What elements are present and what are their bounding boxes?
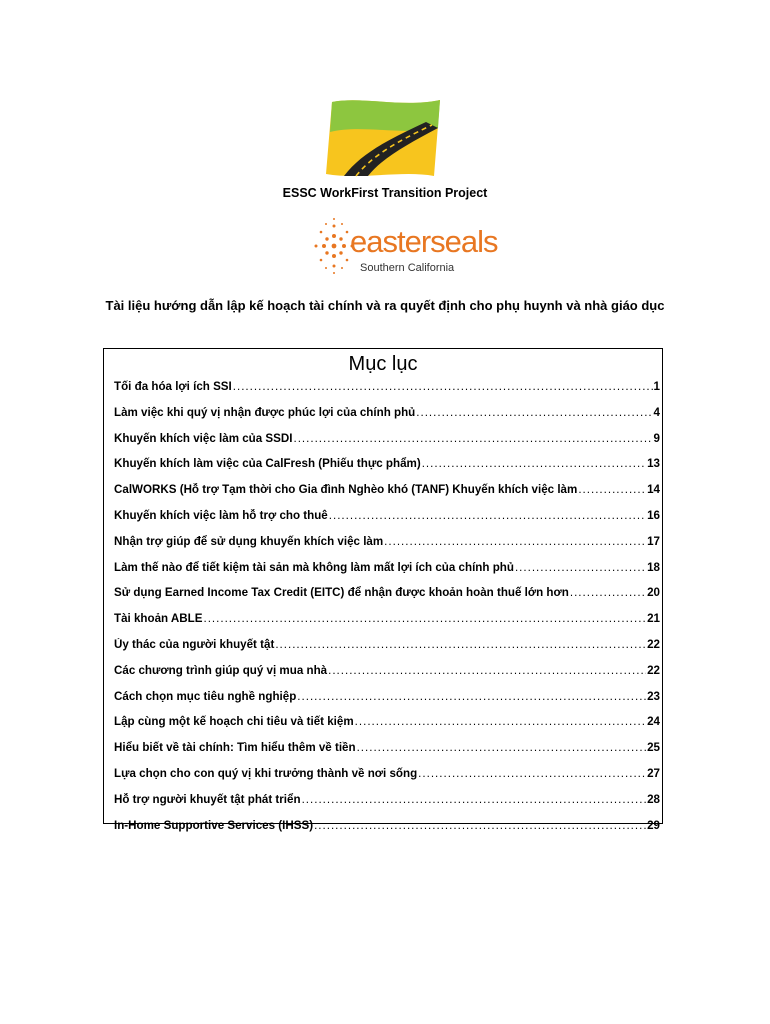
toc-heading: Mục lục xyxy=(348,353,418,375)
toc-leader-dots xyxy=(329,509,646,522)
toc-entry-label: Làm việc khi quý vị nhận được phúc lợi của chính phủ xyxy=(114,405,416,419)
toc-entry-label: Hiểu biết về tài chính: Tìm hiểu thêm về tiền xyxy=(114,741,356,755)
toc-entry-label: Hỗ trợ người khuyết tật phát triển xyxy=(114,792,301,806)
toc-leader-dots xyxy=(416,406,652,419)
toc-entry-page: 21 xyxy=(647,612,660,626)
toc-entry-page: 27 xyxy=(647,766,660,780)
toc-entry-page: 18 xyxy=(647,560,660,574)
toc-leader-dots xyxy=(328,664,646,677)
toc-entry[interactable] xyxy=(114,741,660,767)
toc-entry[interactable] xyxy=(114,638,660,664)
toc-entry-page: 9 xyxy=(653,431,660,445)
easterseals-subtext: Southern California xyxy=(360,262,455,274)
toc-entry[interactable] xyxy=(114,432,660,458)
toc-entry-label: Nhận trợ giúp để sử dụng khuyến khích việc làm xyxy=(114,534,384,548)
toc-entry-label: Lựa chọn cho con quý vị khi trưởng thành về nơi sống xyxy=(114,766,418,780)
toc-entry-label: CalWORKS (Hỗ trợ Tạm thời cho Gia đình Nghèo khó (TANF) Khuyến khích việc làm xyxy=(114,483,578,497)
toc-entry-label: Tài khoản ABLE xyxy=(114,612,203,626)
toc-entry[interactable] xyxy=(114,509,660,535)
toc-entry-page: 1 xyxy=(653,380,660,393)
toc-leader-dots xyxy=(275,638,646,651)
toc-entry-page: 17 xyxy=(647,534,660,548)
toc-entry-page: 25 xyxy=(647,741,660,755)
toc-entry[interactable] xyxy=(114,793,660,819)
toc-entry[interactable] xyxy=(114,664,660,690)
toc-entry-label: Ủy thác của người khuyết tật xyxy=(114,637,275,651)
toc-entry[interactable] xyxy=(114,457,660,483)
toc-entry[interactable] xyxy=(114,380,660,406)
toc-entry-label: Các chương trình giúp quý vị mua nhà xyxy=(114,663,328,677)
toc-entry-label: Sử dụng Earned Income Tax Credit (EITC) để nhận được khoản hoàn thuế lớn hơn xyxy=(114,586,569,600)
toc-entry-page: 24 xyxy=(647,715,660,729)
toc-leader-dots xyxy=(314,819,646,832)
toc-entry-label: Khuyến khích việc làm hỗ trợ cho thuê xyxy=(114,508,328,522)
easterseals-wordmark: easterseals xyxy=(350,224,498,259)
toc-entry-label: Khuyến khích làm việc của CalFresh (Phiếu thực phẩm) xyxy=(114,457,421,471)
toc-leader-dots xyxy=(297,690,646,703)
toc-leader-dots xyxy=(570,586,646,599)
toc-entry-label: Khuyến khích việc làm của SSDI xyxy=(114,431,293,445)
toc-leader-dots xyxy=(293,432,652,445)
toc-entry[interactable] xyxy=(114,535,660,561)
toc-leader-dots xyxy=(384,535,646,548)
toc-leader-dots xyxy=(515,561,646,574)
toc-entry-page: 13 xyxy=(647,457,660,471)
toc-leader-dots xyxy=(578,483,646,496)
toc-entry-page: 29 xyxy=(647,818,660,832)
table-of-contents xyxy=(103,348,663,832)
toc-entry-page: 22 xyxy=(647,637,660,651)
toc-entry[interactable] xyxy=(114,767,660,793)
toc-entry-page: 28 xyxy=(647,792,660,806)
toc-entry-label: Cách chọn mục tiêu nghề nghiệp xyxy=(114,689,297,703)
toc-entry-page: 23 xyxy=(647,689,660,703)
toc-entry-page: 14 xyxy=(647,483,660,497)
toc-entry[interactable] xyxy=(114,612,660,638)
toc-leader-dots xyxy=(302,793,647,806)
toc-leader-dots xyxy=(355,715,646,728)
toc-entry-page: 20 xyxy=(647,586,660,600)
toc-entry-label: Tối đa hóa lợi ích SSI xyxy=(114,380,232,393)
toc-list xyxy=(114,380,660,844)
toc-entry[interactable] xyxy=(114,715,660,741)
toc-leader-dots xyxy=(233,380,653,393)
toc-leader-dots xyxy=(357,741,647,754)
toc-entry[interactable] xyxy=(114,561,660,587)
toc-entry[interactable] xyxy=(114,586,660,612)
project-title: ESSC WorkFirst Transition Project xyxy=(282,186,488,200)
toc-entry[interactable] xyxy=(114,819,660,845)
toc-leader-dots xyxy=(422,457,646,470)
easterseals-logo xyxy=(312,212,498,286)
toc-entry-label: Làm thế nào để tiết kiệm tài sản mà không làm mất lợi ích của chính phủ xyxy=(114,560,514,574)
toc-entry[interactable] xyxy=(114,690,660,716)
toc-entry-page: 16 xyxy=(647,508,660,522)
toc-leader-dots xyxy=(418,767,646,780)
toc-entry-page: 4 xyxy=(653,405,660,419)
toc-entry-label: Lập cùng một kế hoạch chi tiêu và tiết kiệm xyxy=(114,715,354,729)
toc-leader-dots xyxy=(203,612,646,625)
document-title: Tài liệu hướng dẫn lập kế hoạch tài chính và ra quyết định cho phụ huynh và nhà giáo dục xyxy=(105,298,665,313)
toc-entry[interactable] xyxy=(114,406,660,432)
toc-entry-page: 22 xyxy=(647,663,660,677)
road-logo-icon xyxy=(322,94,446,180)
toc-entry[interactable] xyxy=(114,483,660,509)
toc-entry-label: In-Home Supportive Services (IHSS) xyxy=(114,818,314,832)
